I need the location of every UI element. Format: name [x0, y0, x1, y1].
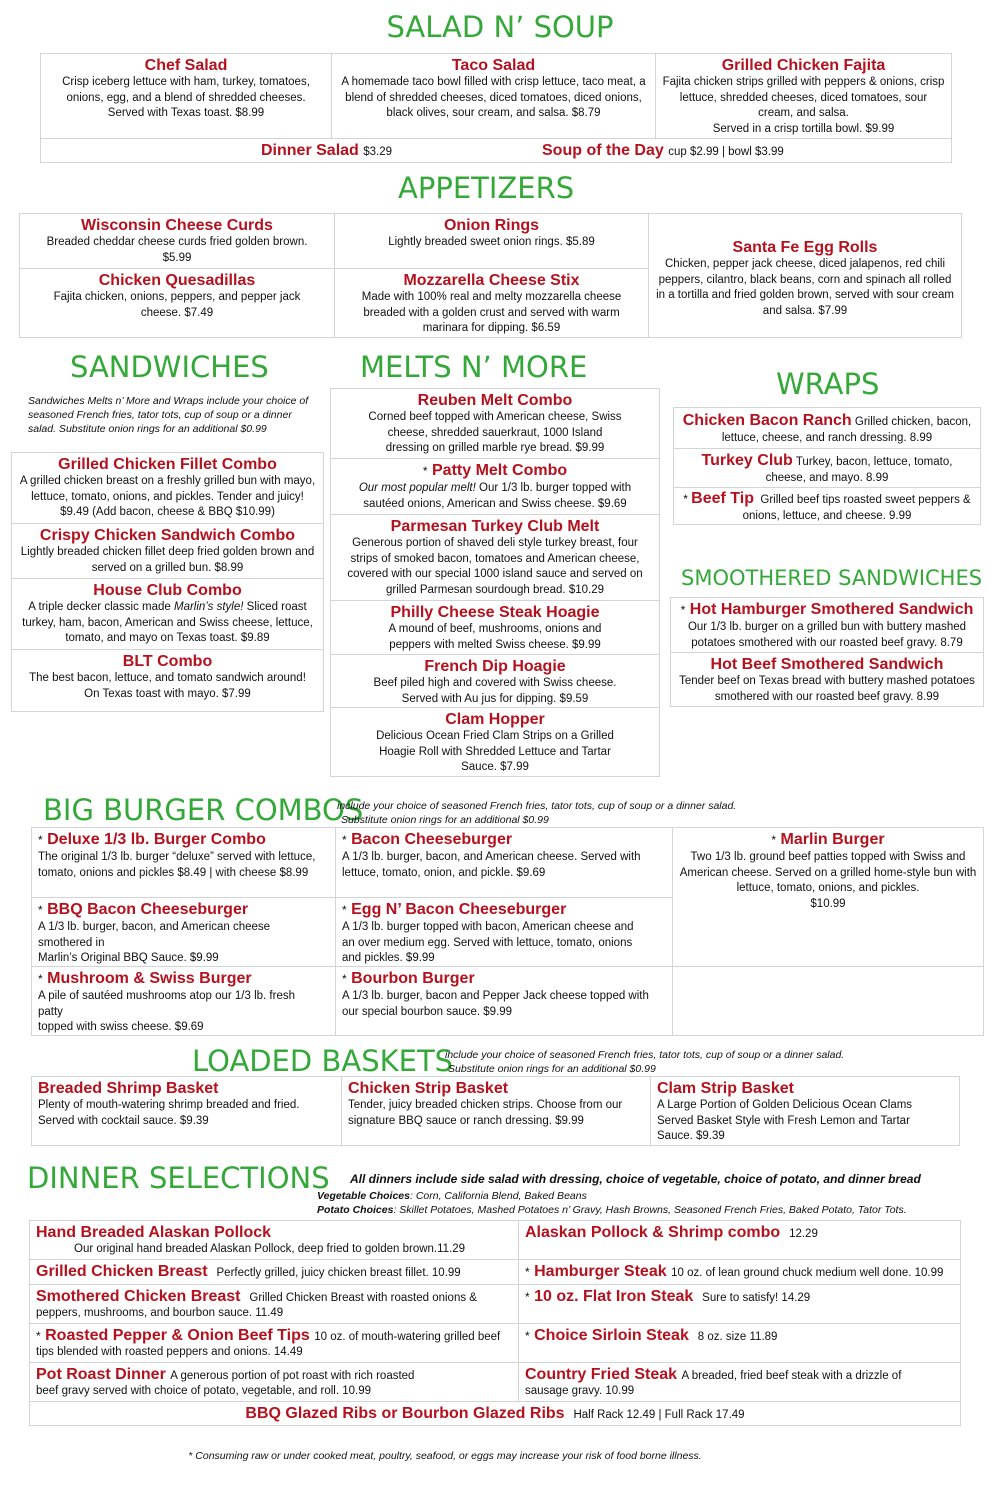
menu-item-dinner-salad: [261, 141, 392, 160]
raw-warning-asterisk: *: [680, 603, 686, 617]
menu-item-bacon-cheeseburger: [335, 827, 673, 898]
menu-item-chef-salad: [40, 53, 332, 139]
menu-item-flat-iron-steak: [518, 1284, 961, 1324]
menu-item-house-club: [11, 578, 324, 650]
item-name: Country Fried Steak: [525, 1366, 678, 1383]
item-name: Grilled Chicken Fillet Combo: [58, 456, 277, 473]
potato-list: : Skillet Potatoes, Mashed Potatoes n’ Gravy, Hash Browns, Seasoned French Fries, Baked Potato, Tator Tots.: [393, 1204, 907, 1216]
item-desc: A mound of beef, mushrooms, onions and peppers with melted Swiss cheese. $9.99: [388, 623, 602, 651]
raw-warning-asterisk: *: [771, 833, 777, 847]
item-name: Patty Melt Combo: [432, 462, 568, 479]
menu-item-egg-bacon-cheeseburger: [335, 897, 673, 967]
item-desc: Corned beef topped with American cheese, Swiss cheese, shredded sauerkraut, 1000 Island dressing on grilled marble rye bread. $9.99: [368, 411, 622, 454]
item-name: Grilled Chicken Fajita: [721, 57, 886, 74]
item-name: House Club Combo: [93, 582, 242, 599]
raw-warning-asterisk: *: [422, 464, 428, 478]
raw-warning-asterisk: *: [342, 833, 347, 847]
desc-emphasis: Marlin’s style!: [174, 601, 244, 613]
menu-item-beef-tips-dinner: [29, 1323, 519, 1363]
menu-item-santa-fe-egg-rolls: [648, 213, 962, 338]
item-desc: 10 oz. of mouth-watering grilled beef: [314, 1331, 501, 1343]
item-desc: Tender, juicy breaded chicken strips. Choose from our signature BBQ sauce or ranch dressing. $9.99: [348, 1099, 623, 1127]
item-name: Hot Beef Smothered Sandwich: [710, 656, 944, 673]
vegetable-label: Vegetable Choices: [317, 1190, 410, 1202]
menu-item-deluxe-burger: [31, 827, 336, 898]
item-name: Hand Breaded Alaskan Pollock: [36, 1224, 272, 1241]
item-desc: Grilled beef tips roasted sweet peppers & onions, lettuce, and cheese. 9.99: [742, 494, 971, 522]
item-desc: A 1/3 lb. burger, bacon, and American cheese. Served with lettuce, tomato, onion, and pickle. $9.69: [342, 851, 641, 879]
menu-item-grilled-chicken-breast: [29, 1259, 519, 1285]
item-desc: 8 oz. size 11.89: [697, 1331, 778, 1343]
item-desc: Grilled Chicken Breast with roasted onions &: [249, 1292, 477, 1304]
item-desc: [337, 481, 653, 512]
item-name: Onion Rings: [443, 217, 540, 234]
item-desc: A breaded, fried beef steak with a drizzle of: [681, 1370, 902, 1382]
baskets-note: include your choice of seasoned French fries, tator tots, cup of soup or a dinner salad.: [445, 1049, 845, 1061]
menu-item-mozzarella-stix: [334, 268, 649, 338]
menu-item-bourbon-burger: [335, 966, 673, 1036]
item-name: BBQ Bacon Cheeseburger: [47, 901, 249, 918]
dinner-note: All dinners include side salad with dressing, choice of vegetable, choice of potato, and dinner bread: [350, 1172, 921, 1186]
menu-item-grilled-chicken-fajita: [655, 53, 952, 139]
item-desc-2: Served in a crisp tortilla bowl. $9.99: [712, 122, 895, 135]
item-name: Bacon Cheeseburger: [351, 831, 513, 848]
burgers-heading: BIG BURGER COMBOS: [43, 793, 364, 827]
menu-item-taco-salad: [331, 53, 656, 139]
item-name: 10 oz. Flat Iron Steak: [534, 1288, 694, 1305]
item-desc: The best bacon, lettuce, and tomato sandwich around! On Texas toast with mayo. $7.99: [29, 672, 306, 700]
item-name: Marlin Burger: [780, 831, 885, 848]
menu-item-crispy-chicken: [11, 523, 324, 579]
item-desc: Sure to satisfy! 14.29: [702, 1292, 811, 1304]
item-name: Chef Salad: [144, 57, 228, 74]
raw-warning-asterisk: *: [342, 903, 347, 917]
item-name: Mushroom & Swiss Burger: [47, 970, 252, 987]
menu-item-country-fried-steak: [518, 1362, 961, 1402]
item-name: Reuben Melt Combo: [417, 392, 573, 409]
desc-part: A triple decker classic made: [28, 601, 174, 613]
item-name: Smothered Chicken Breast: [36, 1288, 241, 1305]
vegetable-choices: [317, 1189, 587, 1203]
item-name: Crispy Chicken Sandwich Combo: [39, 527, 296, 544]
raw-warning-asterisk: *: [342, 972, 347, 986]
item-name: Mozzarella Cheese Stix: [403, 272, 580, 289]
menu-item-grilled-chicken-fillet: [11, 452, 324, 524]
menu-item-turkey-club-wrap: [673, 448, 981, 488]
menu-item-hamburger-steak: [518, 1259, 961, 1285]
item-name: French Dip Hoagie: [424, 658, 566, 675]
smothered-heading: SMOOTHERED SANDWICHES: [681, 566, 983, 590]
item-desc-2: sausage gravy. 10.99: [525, 1385, 635, 1397]
raw-warning-asterisk: *: [525, 1265, 530, 1279]
item-desc: Fajita chicken strips grilled with peppers & onions, crisp lettuce, shredded cheeses, diced tomatoes, sour cream, and salsa.: [662, 76, 945, 119]
vegetable-list: : Corn, California Blend, Baked Beans: [409, 1190, 587, 1202]
menu-item-sirloin-steak: [518, 1323, 961, 1363]
item-desc: A 1/3 lb. burger topped with bacon, American cheese and an over medium egg. Served with lettuce, tomato, onions and pickles. $9.99: [342, 921, 634, 964]
item-desc: Our original hand breaded Alaskan Pollock, deep fried to golden brown.11.29: [74, 1243, 466, 1255]
item-name: Parmesan Turkey Club Melt: [390, 518, 600, 535]
item-name: BLT Combo: [122, 653, 213, 670]
raw-warning-asterisk: *: [525, 1329, 530, 1343]
item-desc: A grilled chicken breast on a freshly grilled bun with mayo, lettuce, tomato, onions, and pickles. Tender and juicy! $9.49 (Add bacon, cheese & BBQ $10.99): [19, 475, 316, 518]
item-desc: Our 1/3 lb. burger on a grilled bun with buttery mashed potatoes smothered with our roasted beef gravy. 8.79: [687, 621, 967, 649]
item-name: Choice Sirloin Steak: [534, 1327, 689, 1344]
menu-item-pollock-shrimp: [518, 1220, 961, 1260]
item-name: Wisconsin Cheese Curds: [81, 217, 273, 234]
item-name: Clam Strip Basket: [657, 1080, 794, 1097]
item-name: Grilled Chicken Breast: [36, 1263, 208, 1280]
item-desc: Tender beef on Texas bread with buttery mashed potatoes smothered with our roasted beef gravy. 8.99: [679, 675, 975, 703]
item-price: $3.29: [363, 146, 393, 158]
item-desc-2: peppers, mushrooms, and bourbon sauce. 11.49: [36, 1307, 284, 1319]
item-desc: Fajita chicken, onions, peppers, and pepper jack cheese. $7.49: [53, 291, 301, 319]
item-name: Hamburger Steak: [534, 1263, 667, 1280]
baskets-note-2: Substitute onion rings for an additional $0.99: [448, 1063, 656, 1075]
raw-warning-asterisk: *: [38, 833, 43, 847]
item-name: Egg N’ Bacon Cheeseburger: [351, 901, 567, 918]
menu-item-chicken-quesadillas: [19, 268, 335, 338]
salad-heading: SALAD N’ SOUP: [386, 10, 614, 44]
raw-warning-asterisk: *: [38, 903, 43, 917]
menu-item-hot-beef: [670, 652, 984, 707]
item-name: Clam Hopper: [445, 711, 545, 728]
menu-item-soup-of-the-day: [542, 141, 784, 160]
menu-item-chicken-strip-basket: [341, 1076, 651, 1146]
item-desc-2: beef gravy served with choice of potato, vegetable, and roll. 10.99: [36, 1385, 371, 1397]
item-name: Chicken Strip Basket: [348, 1080, 509, 1097]
potato-choices: [317, 1203, 907, 1217]
item-desc: Breaded cheddar cheese curds fried golden brown. $5.99: [46, 236, 308, 264]
item-desc: A pile of sautéed mushrooms atop our 1/3 lb. fresh patty: [38, 990, 295, 1018]
raw-warning-asterisk: *: [525, 1290, 530, 1304]
item-desc: The original 1/3 lb. burger “deluxe” served with lettuce, tomato, onions and pickles $8.49 | with cheese $8.99: [38, 851, 316, 879]
menu-item-glazed-ribs: [29, 1401, 961, 1426]
menu-item-pot-roast: [29, 1362, 519, 1402]
item-name: Dinner Salad: [261, 142, 359, 159]
item-name: Taco Salad: [451, 57, 536, 74]
item-name: Philly Cheese Steak Hoagie: [390, 604, 600, 621]
menu-item-clam-strip-basket: [650, 1076, 960, 1146]
item-name: Soup of the Day: [542, 142, 664, 159]
item-desc-2: Marlin’s Original BBQ Sauce. $9.99: [38, 952, 219, 964]
menu-item-french-dip: [330, 654, 660, 708]
appetizers-heading: APPETIZERS: [398, 171, 575, 205]
item-name: Bourbon Burger: [351, 970, 475, 987]
item-desc: Lightly breaded sweet onion rings. $5.89: [388, 236, 595, 248]
item-desc: A Large Portion of Golden Delicious Ocean Clams Served Basket Style with Fresh Lemon and Tartar Sauce. $9.39: [657, 1099, 913, 1142]
wraps-heading: WRAPS: [776, 367, 880, 401]
menu-item-alaskan-pollock: [29, 1220, 519, 1260]
sandwiches-heading: SANDWICHES: [70, 350, 269, 384]
item-desc-2: $10.99: [810, 897, 846, 910]
salad-soup-row: [40, 138, 952, 163]
item-name: Hot Hamburger Smothered Sandwich: [689, 601, 974, 618]
baskets-heading: LOADED BASKETS: [192, 1044, 454, 1078]
empty-cell: [672, 966, 984, 1036]
item-name: Pot Roast Dinner: [36, 1366, 166, 1383]
item-desc-2: topped with swiss cheese. $9.69: [38, 1021, 204, 1033]
item-price: cup $2.99 | bowl $3.99: [668, 146, 784, 158]
item-desc: Lightly breaded chicken fillet deep fried golden brown and served on a grilled bun. $8.99: [20, 546, 315, 574]
item-desc: Delicious Ocean Fried Clam Strips on a Grilled Hoagie Roll with Shredded Lettuce and Tartar Sauce. $7.99: [376, 730, 614, 773]
item-desc: Plenty of mouth-watering shrimp breaded and fried. Served with cocktail sauce. $9.39: [38, 1099, 300, 1127]
burgers-note: include your choice of seasoned French fries, tator tots, cup of soup or a dinner salad.: [337, 800, 737, 812]
item-desc: Grilled chicken, bacon, lettuce, cheese, and ranch dressing. 8.99: [721, 416, 972, 444]
item-desc: Half Rack 12.49 | Full Rack 17.49: [573, 1409, 745, 1421]
item-desc: Crisp iceberg lettuce with ham, turkey, tomatoes, onions, egg, and a blend of shredded cheeses. Served with Texas toast. $8.99: [62, 76, 310, 119]
menu-item-clam-hopper: [330, 707, 660, 777]
menu-item-beef-tip-wrap: [673, 487, 981, 525]
menu-item-shrimp-basket: [31, 1076, 342, 1146]
menu-item-philly: [330, 600, 660, 655]
item-name: Deluxe 1/3 lb. Burger Combo: [47, 831, 266, 848]
menu-item-reuben-melt: [330, 388, 660, 459]
footer-disclaimer: * Consuming raw or under cooked meat, poultry, seafood, or eggs may increase your risk of food borne illness.: [188, 1450, 702, 1462]
item-desc: Two 1/3 lb. ground beef patties topped with Swiss and American cheese. Served on a grilled home-style bun with lettuce, tomato, onions, and pickles.: [679, 851, 977, 894]
raw-warning-asterisk: *: [38, 972, 43, 986]
item-name: Chicken Bacon Ranch: [682, 412, 852, 429]
menu-item-cheese-curds: [19, 213, 335, 269]
menu-item-patty-melt: [330, 458, 660, 515]
item-name: Beef Tip: [691, 490, 754, 507]
dinner-heading: DINNER SELECTIONS: [27, 1161, 330, 1195]
menu-item-onion-rings: [334, 213, 649, 269]
item-desc: Generous portion of shaved deli style turkey breast, four strips of smoked bacon, tomatoes and American cheese, covered with our special 1000 island sauce and served on grilled Parmesan sourdough bread. $10.29: [347, 537, 643, 596]
menu-item-mushroom-swiss: [31, 966, 336, 1036]
item-name: Breaded Shrimp Basket: [38, 1080, 219, 1097]
item-name: Turkey Club: [701, 452, 793, 469]
item-desc: A generous portion of pot roast with rich roasted: [170, 1370, 415, 1382]
item-desc: [18, 600, 317, 647]
item-name: Roasted Pepper & Onion Beef Tips: [45, 1327, 310, 1344]
potato-label: Potato Choices: [317, 1204, 394, 1216]
item-desc: Perfectly grilled, juicy chicken breast fillet. 10.99: [216, 1267, 461, 1279]
sandwiches-note: Sandwiches Melts n’ More and Wraps include your choice of seasoned French fries, tator tots, cup of soup or a dinner salad. Substitute onion rings for an additional $0.99: [28, 395, 309, 435]
menu-item-blt: [11, 649, 324, 712]
item-desc: Chicken, pepper jack cheese, diced jalapenos, red chili peppers, cilantro, black beans, corn and spinach all rolled in a tortilla and fried golden brown, served with sour cream and salsa. $7.99: [656, 258, 954, 317]
item-desc: A 1/3 lb. burger, bacon, and American cheese smothered in: [38, 921, 271, 949]
burgers-note-2: Substitute onion rings for an additional $0.99: [341, 814, 549, 826]
item-desc: Beef piled high and covered with Swiss cheese. Served with Au jus for dipping. $9.59: [373, 677, 617, 705]
raw-warning-asterisk: *: [36, 1329, 41, 1343]
item-name: Alaskan Pollock & Shrimp combo: [525, 1224, 781, 1241]
menu-item-marlin-burger: [672, 827, 984, 967]
menu-item-bbq-bacon-cheeseburger: [31, 897, 336, 967]
item-name: Santa Fe Egg Rolls: [732, 239, 878, 256]
desc-emphasis: Our most popular melt!: [358, 482, 476, 494]
menu-item-chicken-bacon-ranch: [673, 407, 981, 449]
menu-item-parmesan-turkey: [330, 514, 660, 601]
melts-heading: MELTS N’ MORE: [360, 350, 588, 384]
item-desc: Turkey, bacon, lettuce, tomato, cheese, and mayo. 8.99: [765, 456, 953, 484]
raw-warning-asterisk: *: [683, 492, 688, 506]
item-desc: 12.29: [789, 1228, 818, 1240]
desc-part: Sliced roast turkey, ham, bacon, American and Swiss cheese, lettuce, tomato, and mayo on Texas toast. $9.89: [22, 601, 313, 644]
item-desc: 10 oz. of lean ground chuck medium well done. 10.99: [671, 1267, 944, 1279]
item-desc: A 1/3 lb. burger, bacon and Pepper Jack cheese topped with our special bourbon sauce. $9.99: [342, 990, 649, 1018]
item-desc: Made with 100% real and melty mozzarella cheese breaded with a golden crust and served with warm marinara for dipping. $6.59: [361, 291, 622, 334]
item-name: Chicken Quesadillas: [98, 272, 256, 289]
menu-item-smothered-chicken: [29, 1284, 519, 1324]
menu-item-hot-hamburger: [670, 597, 984, 653]
item-desc: A homemade taco bowl filled with crisp lettuce, taco meat, a blend of shredded cheeses, diced tomatoes, diced onions, black olives, sour cream, and salsa. $8.79: [341, 76, 646, 119]
item-desc-2: tips blended with roasted peppers and onions. 14.49: [36, 1346, 303, 1358]
item-name: BBQ Glazed Ribs or Bourbon Glazed Ribs: [245, 1405, 565, 1422]
desc-part: Our 1/3 lb. burger topped with sautéed onions, American and Swiss cheese. $9.69: [363, 482, 632, 510]
